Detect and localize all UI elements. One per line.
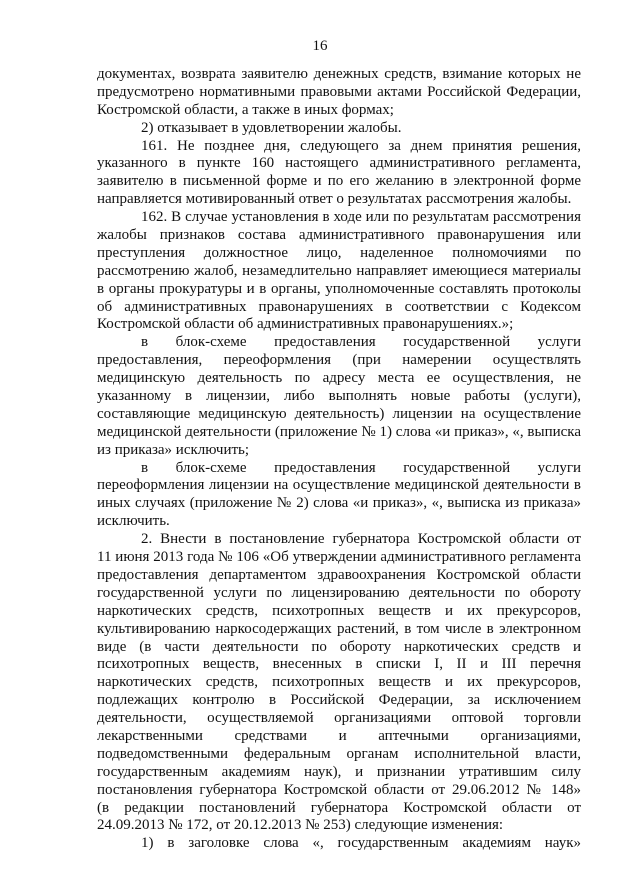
text-line: заявителю в письменной форме и по его желанию в электронной форме bbox=[97, 173, 581, 190]
text-line: 24.09.2013 № 172, от 20.12.2013 № 253) следующие изменения: bbox=[97, 817, 504, 834]
text-line: медицинскую деятельность по адресу места ее осуществления, не bbox=[97, 370, 581, 387]
document-body bbox=[97, 66, 581, 853]
text-line: предусмотрено нормативными правовыми актами Российской Федерации, bbox=[97, 83, 581, 100]
text-line: иных случаях (приложение № 2) слова «и приказ», «, выписка из приказа» bbox=[97, 495, 581, 512]
text-line: государственным академиям наук), и признании утратившим силу bbox=[97, 763, 581, 780]
text-line: 162. В случае установления в ходе или по результатам рассмотрения bbox=[141, 209, 581, 226]
text-line: Костромской области, а также в иных формах; bbox=[97, 101, 394, 118]
text-line: медицинской деятельности (приложение № 1) слова «и приказ», «, выписка bbox=[97, 423, 581, 440]
text-line: Костромской области об административных правонарушениях.»; bbox=[97, 316, 514, 333]
text-line: из приказа» исключить; bbox=[97, 441, 250, 458]
text-line: составляющие медицинскую деятельность) лицензии на осуществление bbox=[97, 405, 581, 422]
text-line: психотропных веществ, внесенных в списки I, II и III перечня bbox=[97, 656, 581, 673]
text-line: указанного в пункте 160 настоящего административного регламента, bbox=[97, 155, 581, 172]
text-line: преступления должностное лицо, наделенное полномочиями по bbox=[97, 244, 581, 261]
page-number: 16 bbox=[312, 38, 328, 54]
text-line: 2. Внести в постановление губернатора Костромской области от bbox=[141, 531, 581, 548]
text-line: деятельности, осуществляемой организациями оптовой торговли bbox=[97, 710, 581, 727]
text-line: жалобы признаков состава административного правонарушения или bbox=[97, 227, 581, 244]
text-line: 1) в заголовке слова «, государственным академиям наук» bbox=[141, 835, 581, 852]
text-line: 161. Не позднее дня, следующего за днем принятия решения, bbox=[141, 137, 581, 154]
text-line: документах, возврата заявителю денежных средств, взимание которых не bbox=[97, 66, 581, 82]
text-line: 2) отказывает в удовлетворении жалобы. bbox=[141, 119, 402, 136]
text-line: указанному в лицензии, либо выполнять новые работы (услуги), bbox=[97, 388, 581, 405]
text-line: в органы прокуратуры и в органы, уполномоченные составлять протоколы bbox=[97, 280, 581, 297]
text-line: предоставления, переоформления (при намерении осуществлять bbox=[97, 352, 581, 369]
text-line: исключить. bbox=[97, 513, 170, 530]
text-line: направляется мотивированный ответ о результатах рассмотрения жалобы. bbox=[97, 191, 572, 208]
text-line: (в редакции постановлений губернатора Костромской области от bbox=[97, 799, 581, 816]
text-line: рассмотрению жалоб, незамедлительно направляет имеющиеся материалы bbox=[97, 262, 581, 279]
text-line: подлежащих контролю в Российской Федерации, за исключением bbox=[97, 692, 581, 709]
text-line: в блок-схеме предоставления государственной услуги bbox=[141, 459, 581, 476]
text-line: наркотических средств, психотропных веществ и их прекурсоров, bbox=[97, 602, 581, 619]
text-line: в блок-схеме предоставления государственной услуги bbox=[141, 334, 581, 351]
text-line: лекарственными средствами и аптечными организациями, bbox=[97, 727, 581, 744]
text-line: переоформления лицензии на осуществление медицинской деятельности в bbox=[97, 477, 581, 494]
text-line: наркотических средств, психотропных веществ и их прекурсоров, bbox=[97, 674, 581, 691]
text-line: об административных правонарушениях в соответствии с Кодексом bbox=[97, 298, 581, 315]
text-line: виде (в части деятельности по обороту наркотических средств и bbox=[97, 638, 581, 655]
text-line: предоставления департаментом здравоохранения Костромской области bbox=[97, 566, 581, 583]
text-line: постановления губернатора Костромской области от 29.06.2012 № 148» bbox=[97, 781, 581, 798]
text-line: 11 июня 2013 года № 106 «Об утверждении административного регламента bbox=[97, 549, 581, 566]
text-line: подведомственными федеральным органам исполнительной власти, bbox=[97, 745, 581, 762]
text-line: культивированию наркосодержащих растений, в том числе в электронном bbox=[97, 620, 581, 637]
text-line: государственной услуги по лицензированию деятельности по обороту bbox=[97, 584, 581, 601]
